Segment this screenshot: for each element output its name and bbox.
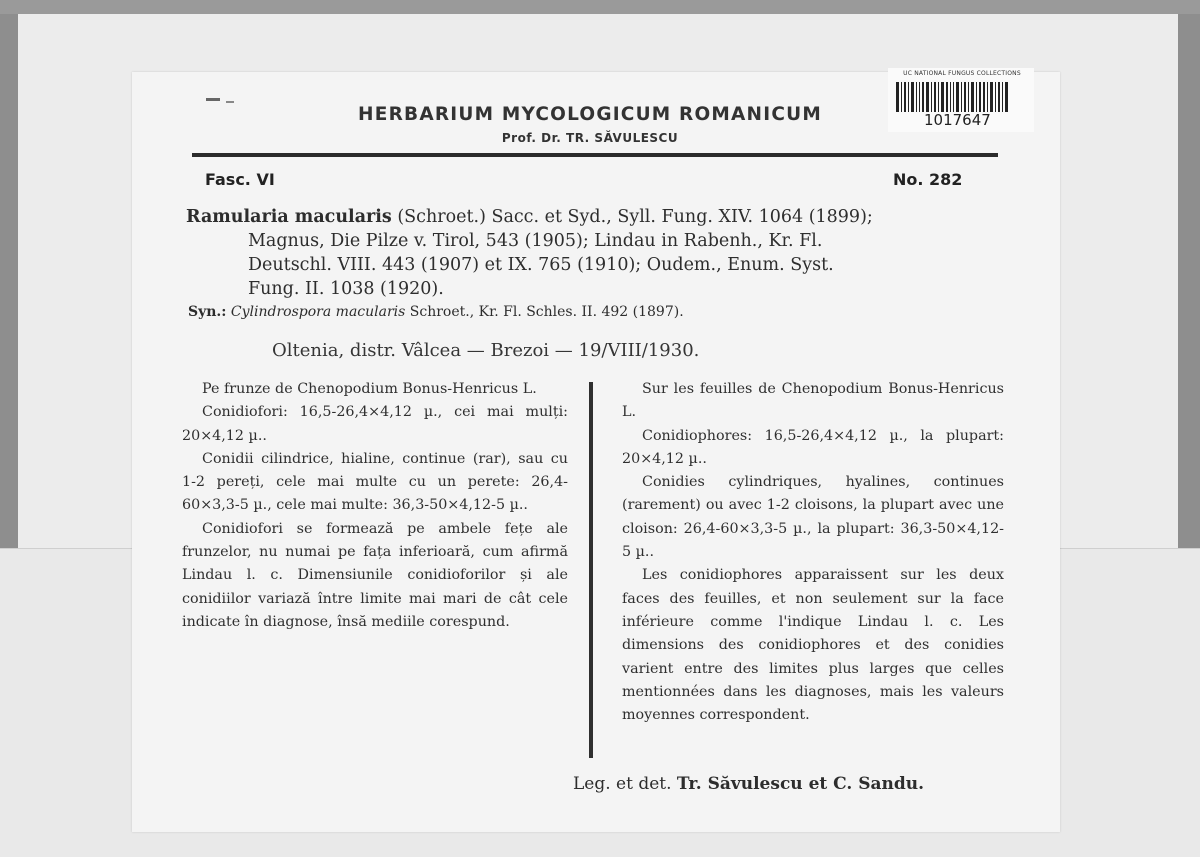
citation-line: Fung. II. 1038 (1920). [248, 279, 444, 299]
citation-line: Magnus, Die Pilze v. Tirol, 543 (1905); Lindau in Rabenh., Kr. Fl. [248, 231, 823, 251]
column-divider [589, 382, 593, 758]
header-rule [192, 153, 998, 157]
host-text: Sur les feuilles de Chenopodium Bonus-Henricus L. [622, 381, 1004, 421]
french-description [622, 378, 1004, 727]
locality-line: Oltenia, distr. Vâlcea — Brezoi — 19/VIII/1930. [272, 340, 700, 361]
collector-names: Tr. Săvulescu et C. Sandu. [676, 774, 925, 794]
herbarium-subtitle: Prof. Dr. TR. SĂVULESCU [501, 131, 679, 145]
citation-text: (Schroet.) Sacc. et Syd., Syll. Fung. XIV. 1064 (1899); [391, 207, 873, 227]
barcode-icon [896, 82, 1028, 112]
conidiophores-text: Conidiophores: 16,5-26,4×4,12 µ., la plupart: 20×4,12 µ.. [622, 427, 1004, 467]
synonym-citation: Schroet., Kr. Fl. Schles. II. 492 (1897). [405, 304, 684, 320]
taxon-citation [186, 205, 998, 301]
conidiophores-text: Conidiofori: 16,5-26,4×4,12 µ., cei mai mulți: 20×4,12 µ.. [182, 404, 568, 444]
citation-line: Deutschl. VIII. 443 (1907) et IX. 765 (1910); Oudem., Enum. Syst. [248, 255, 834, 275]
ink-mark [206, 98, 220, 101]
romanian-description [182, 378, 568, 634]
barcode-caption: UC NATIONAL FUNGUS COLLECTIONS [903, 70, 1021, 77]
catalog-number: 1017647 [924, 111, 991, 129]
backdrop [0, 0, 1200, 14]
ink-mark [226, 101, 234, 103]
collector-prefix: Leg. et det. [573, 774, 677, 794]
fascicle-label: Fasc. VI [205, 170, 275, 189]
citation-line [186, 205, 998, 229]
species-name: Ramularia macularis [186, 207, 392, 227]
synonym-name: Cylindrospora macularis [230, 304, 406, 320]
notes-text: Conidiofori se formează pe ambele fețe ale frunzelor, nu numai pe fața inferioară, cum afirmă Lindau l. c. Dimensiunile conidioforilor și ale conidiilor variază între limite mai mari de cât cele indicate în diagnose, însă mediile corespund. [182, 520, 568, 630]
host-text: Pe frunze de Chenopodium Bonus-Henricus L. [202, 381, 537, 397]
herbarium-title: HERBARIUM MYCOLOGICUM ROMANICUM [358, 104, 822, 125]
synonym-label: Syn.: [188, 304, 227, 320]
collector-line [573, 774, 924, 794]
synonym-line [188, 304, 998, 320]
notes-text: Les conidiophores apparaissent sur les deux faces des feuilles, et non seulement sur la face inférieure comme l'indique Lindau l. c. Les dimensions des conidiophores et des conidies varient entre des limites plus larges que celles mentionnées dans les diagnoses, mais les valeurs moyennes correspondent. [622, 567, 1004, 724]
conidia-text: Conidies cylindriques, hyalines, continues (rarement) ou avec 1-2 cloisons, la plupart avec une cloison: 26,4-60×3,3-5 µ., la plupart: 36,3-50×4,12-5 µ.. [622, 474, 1004, 561]
specimen-number: No. 282 [893, 170, 963, 189]
conidia-text: Conidii cilindrice, hialine, continue (rar), sau cu 1-2 pereți, cele mai multe cu un perete: 26,4-60×3,3-5 µ., cele mai multe: 36,3-50×4,12-5 µ.. [182, 450, 568, 514]
